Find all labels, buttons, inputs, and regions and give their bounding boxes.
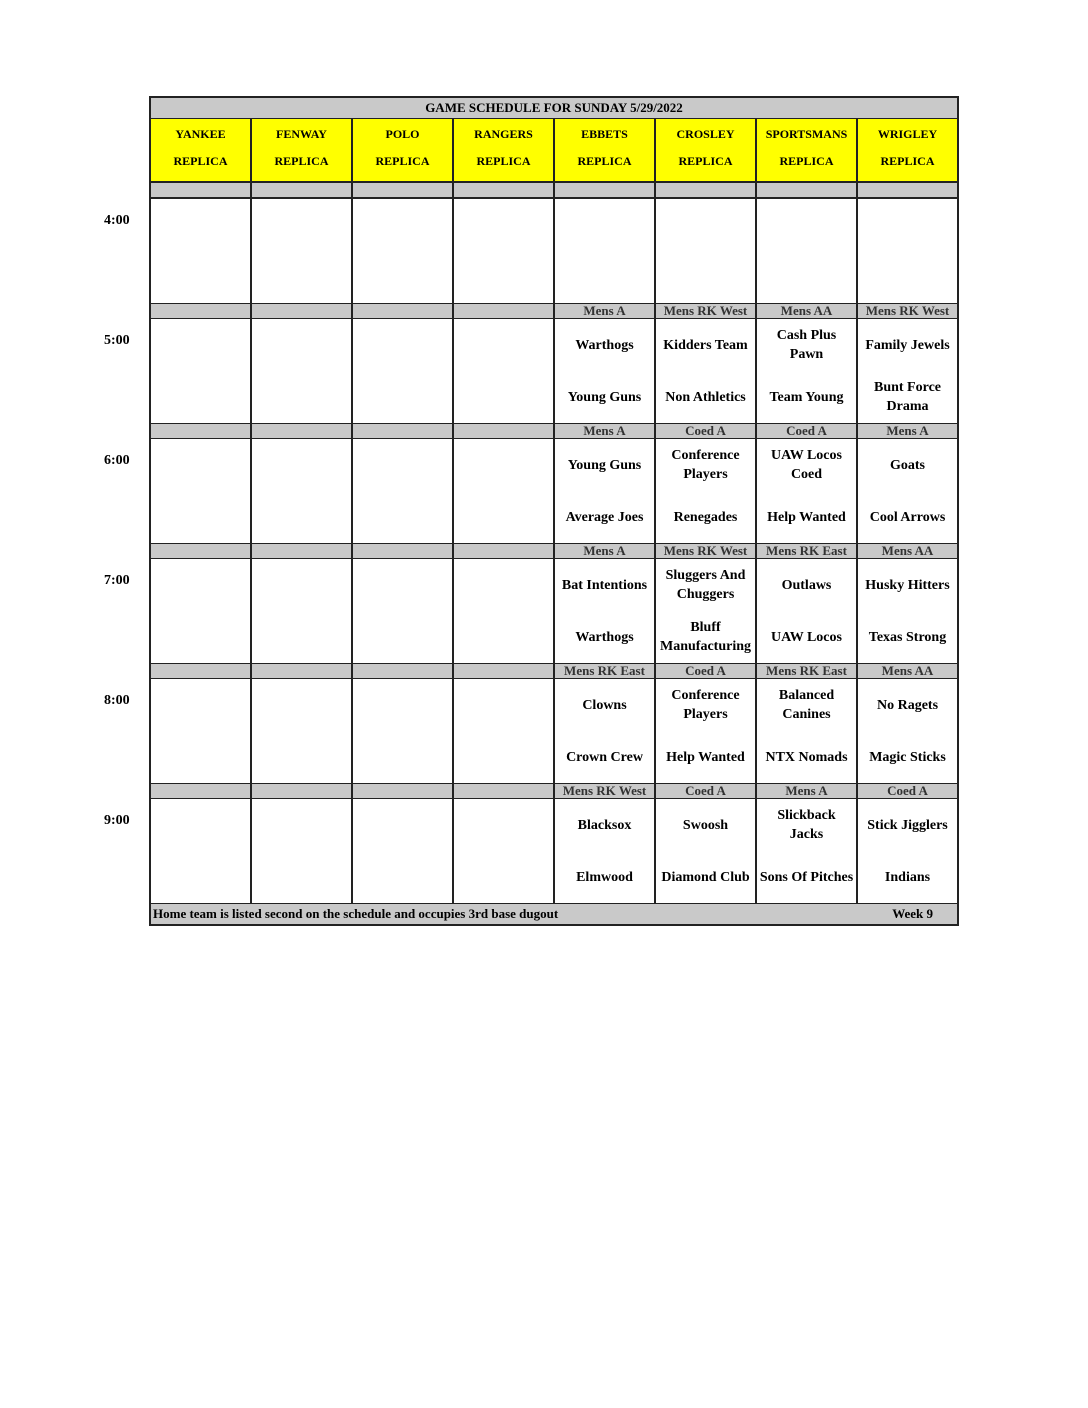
field-subtitle: REPLICA (274, 154, 329, 168)
home-team (456, 857, 551, 897)
game-cell (757, 679, 858, 783)
field-name: CROSLEY (676, 127, 735, 141)
time-slot (151, 199, 957, 319)
division-label: Coed A (757, 424, 858, 438)
division-label (151, 424, 252, 438)
game-cell (151, 319, 252, 423)
home-team: Average Joes (565, 509, 644, 525)
game-cell (656, 199, 757, 303)
home-team (759, 257, 854, 297)
game-cell (757, 799, 858, 903)
game-row (151, 799, 957, 903)
spacer-cell (353, 183, 454, 197)
away-team: Slickback Jacks (777, 808, 836, 842)
away-team (153, 325, 248, 365)
away-team (153, 685, 248, 725)
game-cell (252, 319, 353, 423)
division-row (151, 423, 957, 439)
division-label: Mens RK West (656, 304, 757, 318)
game-cell (151, 559, 252, 663)
away-team (153, 205, 248, 245)
away-team (456, 685, 551, 725)
division-label: Mens RK West (555, 784, 656, 798)
field-subtitle: REPLICA (476, 154, 531, 168)
home-team: Indians (884, 869, 931, 885)
game-cell (252, 199, 353, 303)
division-label (252, 304, 353, 318)
away-team: Conference Players (671, 688, 740, 722)
field-subtitle: REPLICA (678, 154, 733, 168)
game-cell (656, 439, 757, 543)
time-slot (151, 799, 957, 903)
away-team (557, 205, 652, 245)
home-team (860, 257, 955, 297)
away-team (456, 445, 551, 485)
game-cell (353, 679, 454, 783)
game-cell (252, 679, 353, 783)
game-cell (858, 199, 957, 303)
home-team: UAW Locos (771, 629, 842, 645)
division-label (252, 544, 353, 558)
away-team (153, 565, 248, 605)
field-subtitle: REPLICA (577, 154, 632, 168)
game-cell (555, 559, 656, 663)
home-team (153, 617, 248, 657)
division-label: Coed A (656, 784, 757, 798)
field-name: YANKEE (175, 127, 226, 141)
game-cell (757, 559, 858, 663)
home-team: Warthogs (575, 629, 634, 645)
home-team (254, 497, 349, 537)
home-team (355, 257, 450, 297)
away-team (153, 805, 248, 845)
game-cell (151, 439, 252, 543)
division-row (151, 783, 957, 799)
game-cell (454, 799, 555, 903)
home-team: Help Wanted (767, 509, 846, 525)
field-header (757, 119, 858, 181)
spacer-cell (252, 183, 353, 197)
away-team: Family Jewels (865, 337, 950, 353)
home-team (456, 257, 551, 297)
away-team: Clowns (582, 697, 627, 713)
away-team (153, 445, 248, 485)
game-row (151, 199, 957, 303)
week-label: Week 9 (892, 906, 933, 921)
home-team (355, 377, 450, 417)
home-team (456, 497, 551, 537)
away-team (456, 805, 551, 845)
away-team (355, 685, 450, 725)
away-team (355, 565, 450, 605)
home-team (254, 617, 349, 657)
away-team (254, 205, 349, 245)
game-cell (454, 199, 555, 303)
game-cell (656, 559, 757, 663)
division-label (353, 424, 454, 438)
home-team: Team Young (769, 389, 844, 405)
home-team: Magic Sticks (869, 749, 946, 765)
away-team: Sluggers And Chuggers (665, 568, 746, 602)
game-cell (353, 319, 454, 423)
division-label (353, 784, 454, 798)
away-team (456, 565, 551, 605)
away-team (254, 325, 349, 365)
division-label (151, 544, 252, 558)
away-team: Blacksox (577, 817, 632, 833)
game-cell (656, 799, 757, 903)
game-cell (252, 559, 353, 663)
game-cell (353, 439, 454, 543)
division-label (353, 304, 454, 318)
game-cell (858, 319, 957, 423)
division-label: Mens A (757, 784, 858, 798)
time-label: 7:00 (104, 573, 130, 588)
home-team (153, 857, 248, 897)
home-team (153, 257, 248, 297)
game-cell (151, 679, 252, 783)
home-team: Young Guns (567, 389, 642, 405)
game-row (151, 679, 957, 783)
division-row (151, 303, 957, 319)
game-cell (555, 679, 656, 783)
home-team (355, 737, 450, 777)
game-cell (858, 799, 957, 903)
field-name: EBBETS (581, 127, 628, 141)
away-team: Husky Hitters (865, 577, 950, 593)
field-header (858, 119, 957, 181)
away-team: Stick Jigglers (867, 817, 948, 833)
division-label: Coed A (887, 784, 928, 798)
schedule-footer (151, 903, 957, 924)
game-cell (353, 799, 454, 903)
away-team: Bat Intentions (561, 577, 648, 593)
away-team (456, 325, 551, 365)
away-team (254, 565, 349, 605)
away-team (355, 325, 450, 365)
home-team (254, 857, 349, 897)
away-team: Cash Plus Pawn (776, 328, 837, 362)
game-cell (555, 439, 656, 543)
division-label: Mens A (555, 544, 656, 558)
time-slot (151, 439, 957, 559)
field-subtitle: REPLICA (779, 154, 834, 168)
home-team (254, 737, 349, 777)
spacer-cell (454, 183, 555, 197)
home-team: Diamond Club (661, 869, 750, 885)
division-label (353, 544, 454, 558)
division-label: Mens A (886, 424, 929, 438)
field-name: FENWAY (276, 127, 327, 141)
division-label: Mens A (555, 424, 656, 438)
home-team (153, 497, 248, 537)
game-cell (555, 319, 656, 423)
division-label: Mens RK West (865, 304, 950, 318)
time-label: 8:00 (104, 693, 130, 708)
home-team: Cool Arrows (869, 509, 946, 525)
time-label: 4:00 (104, 213, 130, 228)
home-team (254, 377, 349, 417)
schedule-title: GAME SCHEDULE FOR SUNDAY 5/29/2022 (151, 98, 957, 119)
away-team: Goats (890, 457, 925, 473)
home-team (254, 257, 349, 297)
home-team (355, 617, 450, 657)
game-cell (353, 199, 454, 303)
game-row (151, 559, 957, 663)
field-header-row (151, 119, 957, 183)
game-row (151, 439, 957, 543)
away-team: UAW Locos Coed (771, 448, 842, 482)
game-cell (656, 679, 757, 783)
division-label (454, 424, 555, 438)
time-slot (151, 559, 957, 679)
time-slot (151, 679, 957, 799)
away-team (759, 205, 854, 245)
game-cell (454, 559, 555, 663)
spacer-cell (757, 183, 858, 197)
game-cell (151, 199, 252, 303)
home-team: Sons Of Pitches (759, 869, 854, 885)
away-team: Outlaws (781, 577, 832, 593)
spacer-cell (151, 183, 252, 197)
game-cell (555, 799, 656, 903)
away-team (254, 805, 349, 845)
game-cell (454, 679, 555, 783)
game-cell (353, 559, 454, 663)
field-subtitle: REPLICA (173, 154, 228, 168)
home-team (456, 377, 551, 417)
game-cell (757, 199, 858, 303)
division-row (151, 663, 957, 679)
away-team (355, 445, 450, 485)
division-label (151, 664, 252, 678)
away-team (658, 205, 753, 245)
division-label (252, 784, 353, 798)
time-slot (151, 319, 957, 439)
home-team (658, 257, 753, 297)
home-team (355, 857, 450, 897)
away-team: Young Guns (567, 457, 642, 473)
home-team: Non Athletics (665, 389, 746, 405)
time-label: 5:00 (104, 333, 130, 348)
home-team: NTX Nomads (765, 749, 848, 765)
division-label (353, 664, 454, 678)
division-label: Mens AA (881, 544, 934, 558)
game-cell (555, 199, 656, 303)
division-label: Mens RK East (757, 544, 858, 558)
spacer-cell (858, 183, 957, 197)
time-slots (151, 199, 957, 903)
field-subtitle: REPLICA (880, 154, 935, 168)
field-name: SPORTSMANS (765, 127, 848, 141)
field-header (151, 119, 252, 181)
field-header (454, 119, 555, 181)
away-team: Kidders Team (663, 337, 748, 353)
game-cell (454, 439, 555, 543)
field-header (555, 119, 656, 181)
spacer-cell (555, 183, 656, 197)
game-cell (757, 439, 858, 543)
home-team: Crown Crew (566, 749, 643, 765)
division-label (252, 424, 353, 438)
home-team: Bluff Manufacturing (660, 620, 751, 654)
division-label (151, 784, 252, 798)
division-label: Coed A (656, 424, 757, 438)
home-team: Bunt Force Drama (873, 380, 941, 414)
home-team: Help Wanted (666, 749, 745, 765)
schedule-table (149, 96, 959, 926)
division-label (151, 304, 252, 318)
footer-note: Home team is listed second on the schedule and occupies 3rd base dugout (153, 906, 559, 921)
home-team (355, 497, 450, 537)
division-label (454, 544, 555, 558)
division-label (454, 664, 555, 678)
game-cell (656, 319, 757, 423)
home-team (153, 377, 248, 417)
away-team (456, 205, 551, 245)
home-team: Renegades (673, 509, 738, 525)
field-subtitle: REPLICA (375, 154, 430, 168)
away-team: Warthogs (575, 337, 634, 353)
game-cell (757, 319, 858, 423)
game-row (151, 319, 957, 423)
division-label: Mens AA (757, 304, 858, 318)
home-team (456, 617, 551, 657)
division-row (151, 543, 957, 559)
division-label: Mens AA (881, 664, 934, 678)
division-label (454, 784, 555, 798)
away-team (860, 205, 955, 245)
field-header (252, 119, 353, 181)
division-label: Mens RK West (656, 544, 757, 558)
field-header (656, 119, 757, 181)
game-cell (252, 799, 353, 903)
away-team (254, 685, 349, 725)
game-cell (858, 679, 957, 783)
away-team: Swoosh (682, 817, 729, 833)
game-cell (252, 439, 353, 543)
home-team: Elmwood (576, 869, 633, 885)
away-team (254, 445, 349, 485)
away-team: No Ragets (876, 697, 939, 713)
time-label: 9:00 (104, 813, 130, 828)
division-label: Coed A (656, 664, 757, 678)
home-team (153, 737, 248, 777)
division-label: Mens RK East (757, 664, 858, 678)
field-name: WRIGLEY (877, 127, 938, 141)
header-spacer-row (151, 183, 957, 199)
away-team (355, 205, 450, 245)
game-cell (858, 439, 957, 543)
home-team (456, 737, 551, 777)
game-cell (454, 319, 555, 423)
spacer-cell (656, 183, 757, 197)
game-cell (151, 799, 252, 903)
away-team: Conference Players (671, 448, 740, 482)
home-team (557, 257, 652, 297)
home-team: Texas Strong (868, 629, 947, 645)
away-team: Balanced Canines (778, 688, 835, 722)
game-cell (858, 559, 957, 663)
division-label: Mens RK East (555, 664, 656, 678)
away-team (355, 805, 450, 845)
division-label: Mens A (555, 304, 656, 318)
field-header (353, 119, 454, 181)
division-label (252, 664, 353, 678)
field-name: POLO (385, 127, 420, 141)
division-label (454, 304, 555, 318)
field-name: RANGERS (474, 127, 533, 141)
time-label: 6:00 (104, 453, 130, 468)
